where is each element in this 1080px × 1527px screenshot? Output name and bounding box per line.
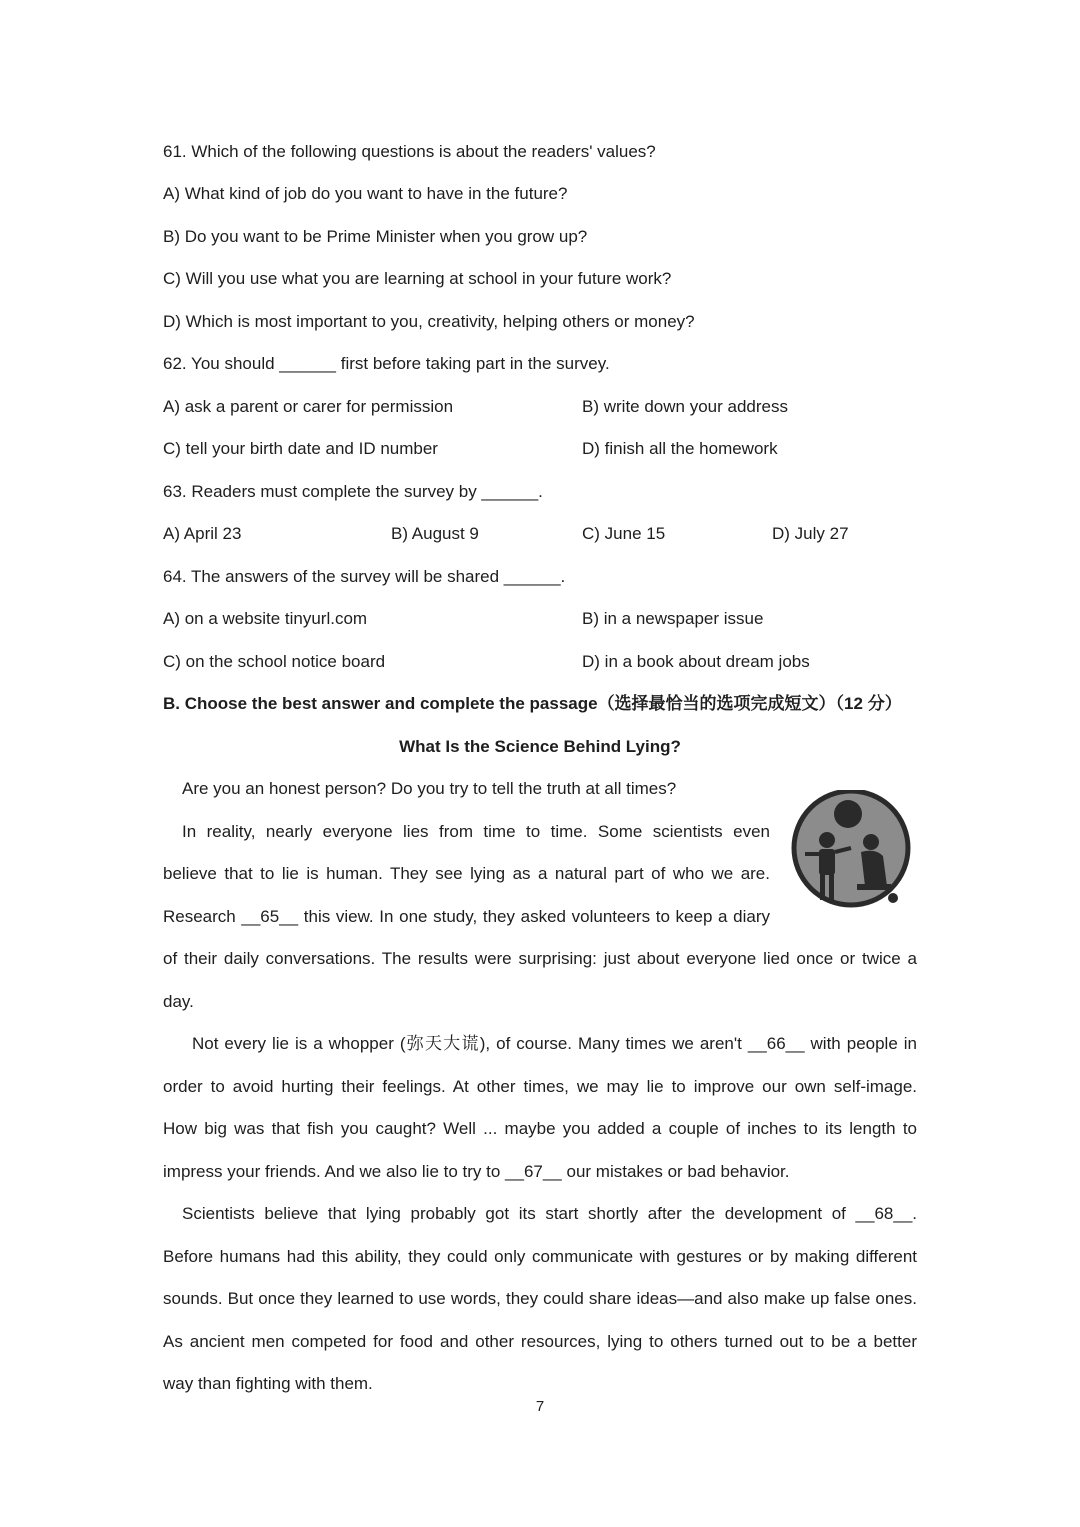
passage-line: Before humans had this ability, they could only communicate with gestures or by making different (163, 1247, 917, 1266)
q63-option-b: B) August 9 (391, 524, 479, 543)
passage-line: Not every lie is a whopper (弥天大谎), of course. Many times we aren't __66__ with people in (192, 1034, 917, 1053)
q64-option-d: D) in a book about dream jobs (582, 652, 810, 671)
passage-line: order to avoid hurting their feelings. At other times, we may lie to improve our own self-image. (163, 1077, 917, 1096)
page-number: 7 (535, 1398, 545, 1415)
passage-title: What Is the Science Behind Lying? (399, 737, 681, 756)
q61-option-a: A) What kind of job do you want to have in the future? (163, 184, 568, 203)
q61-option-d: D) Which is most important to you, creativity, helping others or money? (163, 312, 695, 331)
passage-line: How big was that fish you caught? Well ... maybe you added a couple of inches to its length to (163, 1119, 917, 1138)
q63-option-a: A) April 23 (163, 524, 242, 543)
question-63: 63. Readers must complete the survey by ______. (163, 482, 543, 501)
passage-line: way than fighting with them. (163, 1374, 373, 1393)
q64-option-b: B) in a newspaper issue (582, 609, 764, 628)
passage-line: believe that to lie is human. They see lying as a natural part of who we are. (163, 864, 770, 883)
q64-option-c: C) on the school notice board (163, 652, 386, 671)
q63-option-d: D) July 27 (772, 524, 849, 543)
passage-line: sounds. But once they learned to use words, they could share ideas—and also make up false ones. (163, 1289, 917, 1308)
question-64: 64. The answers of the survey will be shared ______. (163, 567, 566, 586)
lying-illustration (791, 790, 914, 911)
section-b-heading: B. Choose the best answer and complete the passage（选择最恰当的选项完成短文）（12 分） (163, 694, 902, 713)
question-62: 62. You should ______ first before taking part in the survey. (163, 354, 610, 373)
passage-line: of their daily conversations. The results were surprising: just about everyone lied once or twice a (163, 949, 917, 968)
q61-option-c: C) Will you use what you are learning at school in your future work? (163, 269, 672, 288)
passage-line: Scientists believe that lying probably got its start shortly after the development of __68__. (182, 1204, 917, 1223)
passage-line: impress your friends. And we also lie to try to __67__ our mistakes or bad behavior. (163, 1162, 790, 1181)
passage-line: In reality, nearly everyone lies from time to time. Some scientists even (182, 822, 770, 841)
q63-option-c: C) June 15 (582, 524, 666, 543)
question-61: 61. Which of the following questions is about the readers' values? (163, 142, 656, 161)
passage-line: As ancient men competed for food and other resources, lying to others turned out to be a better (163, 1332, 917, 1351)
passage-line: Are you an honest person? Do you try to tell the truth at all times? (182, 779, 677, 798)
q62-option-d: D) finish all the homework (582, 439, 778, 458)
q64-option-a: A) on a website tinyurl.com (163, 609, 368, 628)
q61-option-b: B) Do you want to be Prime Minister when you grow up? (163, 227, 588, 246)
passage-line: day. (163, 992, 194, 1011)
passage-line: Research __65__ this view. In one study, they asked volunteers to keep a diary (163, 907, 770, 926)
q62-option-a: A) ask a parent or carer for permission (163, 397, 454, 416)
q62-option-c: C) tell your birth date and ID number (163, 439, 438, 458)
q62-option-b: B) write down your address (582, 397, 788, 416)
